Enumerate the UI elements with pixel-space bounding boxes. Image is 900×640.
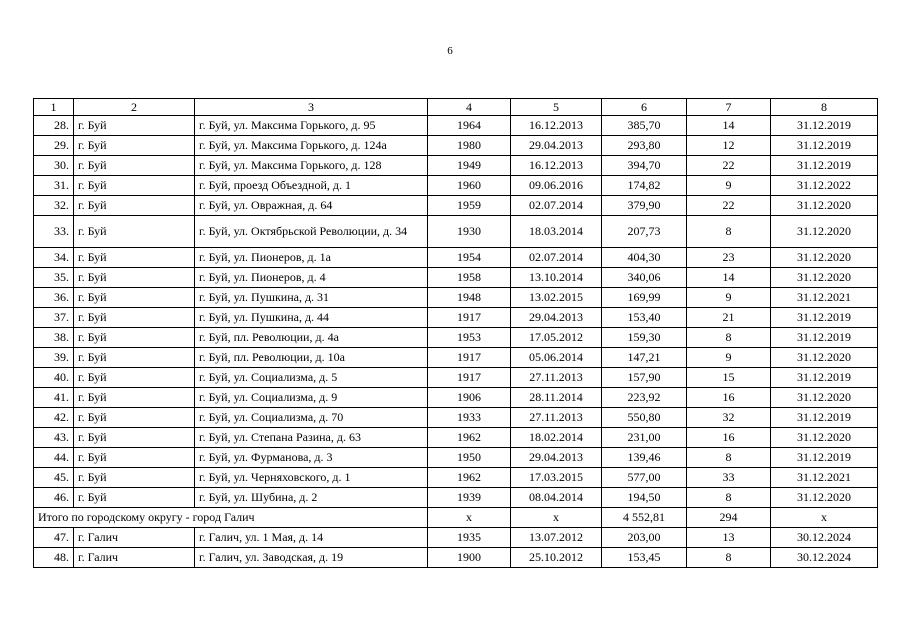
city-cell: г. Буй: [74, 468, 195, 488]
deadline-cell: 31.12.2020: [771, 248, 878, 268]
table-row: [34, 156, 878, 176]
column-header: 5: [511, 99, 602, 116]
row-number-cell: 40.: [34, 368, 74, 388]
area-cell: 194,50: [602, 488, 687, 508]
city-cell: г. Буй: [74, 136, 195, 156]
area-cell: 379,90: [602, 196, 687, 216]
year-cell: 1917: [428, 348, 511, 368]
address-cell: г. Буй, пл. Революции, д. 4а: [195, 328, 428, 348]
count-cell: 23: [687, 248, 771, 268]
table-row: [34, 368, 878, 388]
count-cell: 9: [687, 288, 771, 308]
city-cell: г. Буй: [74, 328, 195, 348]
date-cell: 13.07.2012: [511, 528, 602, 548]
deadline-cell: 31.12.2019: [771, 328, 878, 348]
count-cell: 8: [687, 328, 771, 348]
address-cell: г. Буй, ул. Черняховского, д. 1: [195, 468, 428, 488]
table-row: [34, 176, 878, 196]
row-number-cell: 39.: [34, 348, 74, 368]
column-header: 3: [195, 99, 428, 116]
address-cell: г. Буй, ул. Максима Горького, д. 95: [195, 116, 428, 136]
deadline-cell: 31.12.2020: [771, 488, 878, 508]
date-cell: 17.05.2012: [511, 328, 602, 348]
table-row: [34, 136, 878, 156]
area-cell: 159,30: [602, 328, 687, 348]
date-cell: 17.03.2015: [511, 468, 602, 488]
address-cell: г. Буй, ул. Фурманова, д. 3: [195, 448, 428, 468]
date-cell: 16.12.2013: [511, 116, 602, 136]
column-header: 1: [34, 99, 74, 116]
year-cell: 1964: [428, 116, 511, 136]
row-number-cell: 38.: [34, 328, 74, 348]
address-cell: г. Буй, пл. Революции, д. 10а: [195, 348, 428, 368]
city-cell: г. Буй: [74, 348, 195, 368]
city-cell: г. Буй: [74, 248, 195, 268]
year-cell: 1959: [428, 196, 511, 216]
row-number-cell: 31.: [34, 176, 74, 196]
year-cell: 1900: [428, 548, 511, 568]
housing-table: [33, 98, 878, 568]
date-cell: 27.11.2013: [511, 408, 602, 428]
area-cell: 293,80: [602, 136, 687, 156]
count-cell: 33: [687, 468, 771, 488]
count-cell: 9: [687, 348, 771, 368]
date-cell: 28.11.2014: [511, 388, 602, 408]
table-row: [34, 328, 878, 348]
city-cell: г. Буй: [74, 368, 195, 388]
address-cell: г. Буй, ул. Максима Горького, д. 124а: [195, 136, 428, 156]
year-cell: 1917: [428, 368, 511, 388]
table-row: [34, 528, 878, 548]
date-cell: 13.10.2014: [511, 268, 602, 288]
area-cell: 385,70: [602, 116, 687, 136]
deadline-cell: 31.12.2022: [771, 176, 878, 196]
table-row: [34, 388, 878, 408]
city-cell: г. Буй: [74, 156, 195, 176]
row-number-cell: 36.: [34, 288, 74, 308]
table-row: [34, 468, 878, 488]
city-cell: г. Буй: [74, 408, 195, 428]
city-cell: г. Буй: [74, 388, 195, 408]
count-cell: 16: [687, 428, 771, 448]
area-cell: 404,30: [602, 248, 687, 268]
area-cell: 223,92: [602, 388, 687, 408]
count-cell: 8: [687, 548, 771, 568]
city-cell: г. Буй: [74, 216, 195, 248]
deadline-cell: 31.12.2019: [771, 116, 878, 136]
city-cell: г. Буй: [74, 288, 195, 308]
address-cell: г. Буй, ул. Степана Разина, д. 63: [195, 428, 428, 448]
year-cell: 1939: [428, 488, 511, 508]
row-number-cell: 42.: [34, 408, 74, 428]
row-number-cell: 33.: [34, 216, 74, 248]
column-header: 4: [428, 99, 511, 116]
year-cell: 1933: [428, 408, 511, 428]
column-header: 2: [74, 99, 195, 116]
city-cell: г. Буй: [74, 196, 195, 216]
deadline-cell: 31.12.2019: [771, 136, 878, 156]
deadline-cell: 30.12.2024: [771, 548, 878, 568]
page-number: 6: [447, 45, 453, 57]
row-number-cell: 41.: [34, 388, 74, 408]
row-number-cell: 30.: [34, 156, 74, 176]
address-cell: г. Буй, ул. Социализма, д. 9: [195, 388, 428, 408]
row-number-cell: 32.: [34, 196, 74, 216]
total-row: [34, 508, 878, 528]
year-cell: 1950: [428, 448, 511, 468]
city-cell: г. Буй: [74, 488, 195, 508]
count-cell: 13: [687, 528, 771, 548]
deadline-cell: 31.12.2019: [771, 408, 878, 428]
total-year-cell: х: [428, 508, 511, 528]
row-number-cell: 47.: [34, 528, 74, 548]
area-cell: 207,73: [602, 216, 687, 248]
address-cell: г. Буй, проезд Объездной, д. 1: [195, 176, 428, 196]
count-cell: 8: [687, 216, 771, 248]
area-cell: 157,90: [602, 368, 687, 388]
table-row: [34, 216, 878, 248]
city-cell: г. Буй: [74, 116, 195, 136]
deadline-cell: 31.12.2019: [771, 448, 878, 468]
address-cell: г. Буй, ул. Социализма, д. 5: [195, 368, 428, 388]
area-cell: 174,82: [602, 176, 687, 196]
city-cell: г. Буй: [74, 308, 195, 328]
address-cell: г. Буй, ул. Пушкина, д. 44: [195, 308, 428, 328]
row-number-cell: 29.: [34, 136, 74, 156]
date-cell: 27.11.2013: [511, 368, 602, 388]
deadline-cell: 31.12.2019: [771, 156, 878, 176]
year-cell: 1954: [428, 248, 511, 268]
table-row: [34, 428, 878, 448]
deadline-cell: 31.12.2019: [771, 308, 878, 328]
count-cell: 22: [687, 196, 771, 216]
count-cell: 21: [687, 308, 771, 328]
year-cell: 1962: [428, 428, 511, 448]
date-cell: 18.03.2014: [511, 216, 602, 248]
table-row: [34, 488, 878, 508]
address-cell: г. Буй, ул. Пушкина, д. 31: [195, 288, 428, 308]
column-header: 6: [602, 99, 687, 116]
date-cell: 09.06.2016: [511, 176, 602, 196]
date-cell: 29.04.2013: [511, 448, 602, 468]
row-number-cell: 48.: [34, 548, 74, 568]
year-cell: 1960: [428, 176, 511, 196]
count-cell: 12: [687, 136, 771, 156]
area-cell: 203,00: [602, 528, 687, 548]
count-cell: 8: [687, 488, 771, 508]
date-cell: 18.02.2014: [511, 428, 602, 448]
table-row: [34, 196, 878, 216]
deadline-cell: 31.12.2020: [771, 216, 878, 248]
year-cell: 1917: [428, 308, 511, 328]
table-row: [34, 548, 878, 568]
year-cell: 1906: [428, 388, 511, 408]
year-cell: 1930: [428, 216, 511, 248]
table-row: [34, 348, 878, 368]
deadline-cell: 31.12.2021: [771, 468, 878, 488]
city-cell: г. Буй: [74, 448, 195, 468]
total-deadline-cell: х: [771, 508, 878, 528]
count-cell: 22: [687, 156, 771, 176]
row-number-cell: 37.: [34, 308, 74, 328]
deadline-cell: 31.12.2021: [771, 288, 878, 308]
date-cell: 13.02.2015: [511, 288, 602, 308]
count-cell: 16: [687, 388, 771, 408]
address-cell: г. Буй, ул. Овражная, д. 64: [195, 196, 428, 216]
area-cell: 153,40: [602, 308, 687, 328]
address-cell: г. Буй, ул. Социализма, д. 70: [195, 408, 428, 428]
city-cell: г. Галич: [74, 528, 195, 548]
row-number-cell: 43.: [34, 428, 74, 448]
area-cell: 139,46: [602, 448, 687, 468]
deadline-cell: 31.12.2020: [771, 268, 878, 288]
city-cell: г. Буй: [74, 268, 195, 288]
row-number-cell: 35.: [34, 268, 74, 288]
address-cell: г. Галич, ул. Заводская, д. 19: [195, 548, 428, 568]
area-cell: 231,00: [602, 428, 687, 448]
date-cell: 25.10.2012: [511, 548, 602, 568]
table-row: [34, 448, 878, 468]
address-cell: г. Буй, ул. Октябрьской Революции, д. 34: [195, 216, 428, 248]
date-cell: 16.12.2013: [511, 156, 602, 176]
total-count-cell: 294: [687, 508, 771, 528]
date-cell: 05.06.2014: [511, 348, 602, 368]
deadline-cell: 30.12.2024: [771, 528, 878, 548]
count-cell: 8: [687, 448, 771, 468]
table-body: [34, 116, 878, 568]
count-cell: 14: [687, 116, 771, 136]
deadline-cell: 31.12.2020: [771, 388, 878, 408]
area-cell: 340,06: [602, 268, 687, 288]
count-cell: 14: [687, 268, 771, 288]
address-cell: г. Галич, ул. 1 Мая, д. 14: [195, 528, 428, 548]
date-cell: 02.07.2014: [511, 196, 602, 216]
table-row: [34, 268, 878, 288]
area-cell: 147,21: [602, 348, 687, 368]
table-row: [34, 288, 878, 308]
deadline-cell: 31.12.2020: [771, 196, 878, 216]
address-cell: г. Буй, ул. Пионеров, д. 4: [195, 268, 428, 288]
address-cell: г. Буй, ул. Пионеров, д. 1а: [195, 248, 428, 268]
table-row: [34, 308, 878, 328]
year-cell: 1948: [428, 288, 511, 308]
table-row: [34, 116, 878, 136]
area-cell: 577,00: [602, 468, 687, 488]
year-cell: 1958: [428, 268, 511, 288]
area-cell: 153,45: [602, 548, 687, 568]
row-number-cell: 44.: [34, 448, 74, 468]
total-area-cell: 4 552,81: [602, 508, 687, 528]
date-cell: 08.04.2014: [511, 488, 602, 508]
address-cell: г. Буй, ул. Шубина, д. 2: [195, 488, 428, 508]
date-cell: 29.04.2013: [511, 136, 602, 156]
year-cell: 1949: [428, 156, 511, 176]
column-header: 8: [771, 99, 878, 116]
row-number-cell: 28.: [34, 116, 74, 136]
column-number-row: [34, 99, 878, 116]
table-row: [34, 248, 878, 268]
area-cell: 394,70: [602, 156, 687, 176]
address-cell: г. Буй, ул. Максима Горького, д. 128: [195, 156, 428, 176]
row-number-cell: 45.: [34, 468, 74, 488]
year-cell: 1935: [428, 528, 511, 548]
count-cell: 9: [687, 176, 771, 196]
year-cell: 1953: [428, 328, 511, 348]
date-cell: 02.07.2014: [511, 248, 602, 268]
table-row: [34, 408, 878, 428]
row-number-cell: 46.: [34, 488, 74, 508]
city-cell: г. Буй: [74, 176, 195, 196]
column-header: 7: [687, 99, 771, 116]
city-cell: г. Галич: [74, 548, 195, 568]
area-cell: 550,80: [602, 408, 687, 428]
total-date-cell: х: [511, 508, 602, 528]
deadline-cell: 31.12.2020: [771, 428, 878, 448]
count-cell: 15: [687, 368, 771, 388]
count-cell: 32: [687, 408, 771, 428]
deadline-cell: 31.12.2019: [771, 368, 878, 388]
row-number-cell: 34.: [34, 248, 74, 268]
area-cell: 169,99: [602, 288, 687, 308]
date-cell: 29.04.2013: [511, 308, 602, 328]
total-label: Итого по городскому округу - город Галич: [34, 508, 428, 528]
year-cell: 1980: [428, 136, 511, 156]
deadline-cell: 31.12.2020: [771, 348, 878, 368]
city-cell: г. Буй: [74, 428, 195, 448]
year-cell: 1962: [428, 468, 511, 488]
